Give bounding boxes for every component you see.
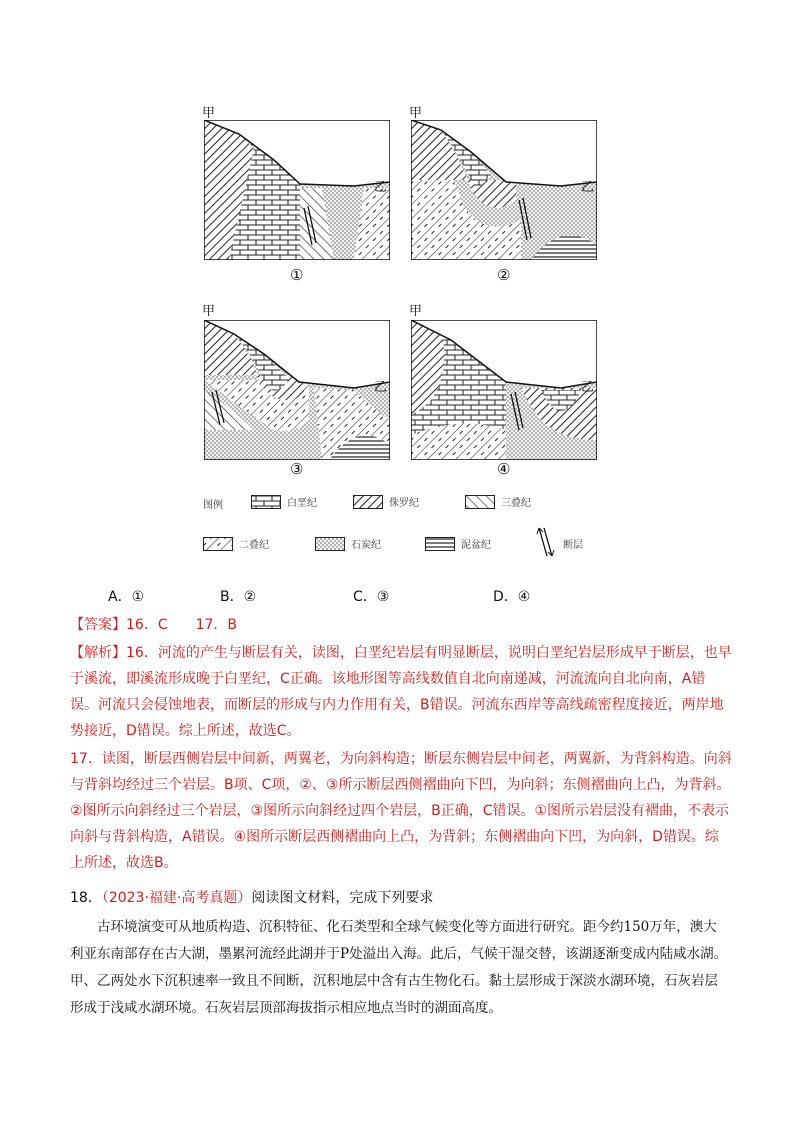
east-label-3: 乙 <box>374 380 388 395</box>
legend-label: 三叠纪 <box>501 498 531 509</box>
carboniferous-swatch <box>315 537 345 551</box>
devonian-swatch <box>425 537 455 551</box>
question-18-material: 古环境演变可从地质构造、沉积特征、化石类型和全球气候变化等方面进行研究。距今约150万年，澳大利亚东南部存在古大湖，墨累河流经此湖并于P处溢出入海。此后，气候干湿交替，该湖逐渐变成内陆咸水湖。甲、乙两处水下沉积速率一致且不间断，沉积地层中含有古生物化石。黏土层形成于深淡水湖环境，石灰岩层形成于浅咸水湖环境。石灰岩层顶部海拔指示相应地点当时的湖面高度。 <box>70 919 728 1016</box>
east-label-2: 乙 <box>581 180 595 195</box>
option-b[interactable]: B．② <box>220 589 257 605</box>
legend <box>203 490 613 560</box>
legend-permian <box>203 536 269 551</box>
jurassic-swatch <box>353 495 383 509</box>
west-label-4: 甲 <box>409 304 423 319</box>
cross-section-2 <box>411 120 597 260</box>
legend-label: 二叠纪 <box>239 540 269 551</box>
legend-cretaceous <box>251 494 317 509</box>
analysis-16: 【解析】16．河流的产生与断层有关，读图，白垩纪岩层有明显断层，说明白垩纪岩层形成早于断层，也早于溪流，即溪流形成晚于白垩纪，C正确。该地形图等高线数值自北向南递减，河流流向自北向南，A错误。河流只会侵蚀地表，而断层的形成与内力作用有关，B错误。河流东西岸等高线疏密程度接近，两岸地势接近，D错误。综上所述，故选C。 <box>70 645 732 739</box>
legend-carboniferous <box>315 536 381 551</box>
east-label-1: 乙 <box>374 180 388 195</box>
answer-line: 【答案】16．C 17．B <box>70 617 238 633</box>
legend-label: 白垩纪 <box>287 498 317 509</box>
legend-label: 断层 <box>563 540 583 551</box>
fault-icon <box>535 526 557 561</box>
west-label-1: 甲 <box>202 106 216 121</box>
legend-triassic <box>465 494 531 509</box>
legend-title: 图例 <box>203 500 223 511</box>
triassic-swatch <box>465 495 495 509</box>
cross-section-3 <box>204 320 390 460</box>
legend-devonian <box>425 536 491 551</box>
caption-4: ④ <box>497 460 511 478</box>
question-number: 18． <box>70 890 102 906</box>
option-d[interactable]: D．④ <box>493 589 531 605</box>
legend-label: 侏罗纪 <box>389 498 419 509</box>
caption-2: ② <box>497 266 511 284</box>
question-source: （2023·福建·高考真题） <box>101 890 252 906</box>
legend-jurassic <box>353 494 419 509</box>
west-label-3: 甲 <box>202 304 216 319</box>
option-c[interactable]: C．③ <box>353 589 390 605</box>
caption-3: ③ <box>290 460 304 478</box>
legend-label: 石炭纪 <box>351 540 381 551</box>
analysis-17: 17．读图，断层西侧岩层中间新，两翼老，为向斜构造；断层东侧岩层中间老，两翼新，为背斜构造。向斜与背斜均经过三个岩层。B项、C项，②、③所示断层西侧褶曲向下凹，为向斜；东侧褶曲向上凸，为背斜。②图所示向斜经过三个岩层，③图所示向斜经过四个岩层，B正确，C错误。①图所示岩层没有褶曲，不表示向斜与背斜构造，A错误。④图所示断层西侧褶曲向上凸，为背斜；东侧褶曲向下凹，为向斜，D错误。综上所述，故选B。 <box>70 751 732 871</box>
west-label-2: 甲 <box>409 106 423 121</box>
question-18-header <box>70 887 433 907</box>
permian-swatch <box>203 537 233 551</box>
question-prompt: 阅读图文材料，完成下列要求 <box>251 890 434 906</box>
east-label-4: 乙 <box>581 380 595 395</box>
cross-section-4 <box>411 320 597 460</box>
legend-label: 泥盆纪 <box>461 540 491 551</box>
cross-section-1 <box>204 120 390 260</box>
caption-1: ① <box>290 266 304 284</box>
option-a[interactable]: A．① <box>108 589 145 605</box>
cretaceous-swatch <box>251 495 281 509</box>
legend-fault <box>535 526 583 561</box>
